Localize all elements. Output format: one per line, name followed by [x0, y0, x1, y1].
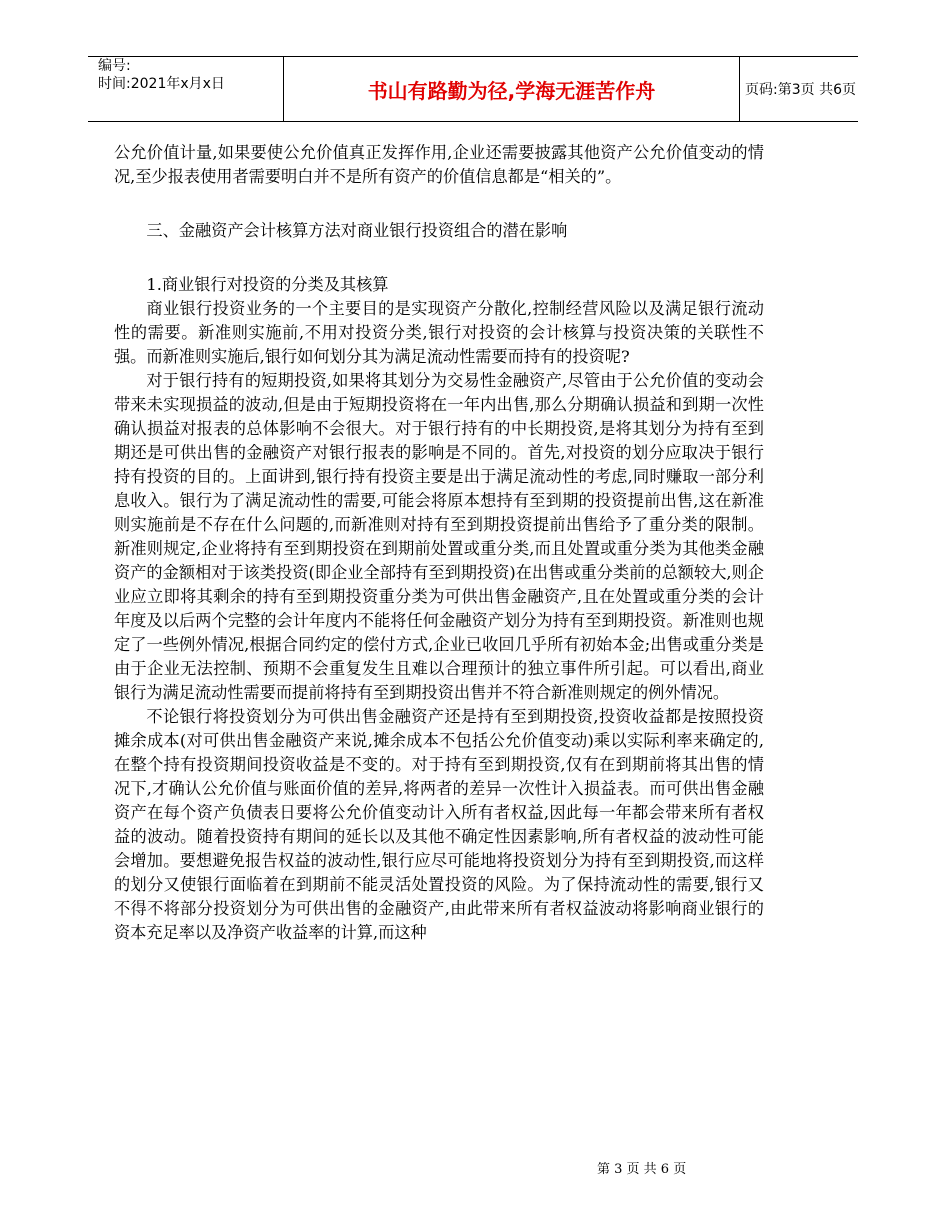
header-info-cell	[88, 57, 283, 121]
doc-time-label: 时间:2021年x月x日	[98, 76, 225, 92]
section-heading: 三、金融资产会计核算方法对商业银行投资组合的潜在影响	[146, 221, 568, 240]
paragraph-continued: 公允价值计量,如果要使公允价值真正发挥作用,企业还需要披露其他资产公允价值变动的情况,至少报表使用者需要明白并不是所有资产的价值信息都是“相关的”。	[114, 143, 764, 186]
page-header	[88, 56, 858, 122]
paragraph: 不论银行将投资划分为可供出售金融资产还是持有至到期投资,投资收益都是按照投资摊余成本(对可供出售金融资产来说,摊余成本不包括公允价值变动)乘以实际利率来确定的,在整个持有投资期间投资收益是不变的。对于持有至到期投资,仅有在到期前将其出售的情况下,才确认公允价值与账面价值的差异,将两者的差异一次性计入损益表。而可供出售金融资产在每个资产负债表日要将公允价值变动计入所有者权益,因此每一年都会带来所有者权益的波动。随着投资持有期间的延长以及其他不确定性因素影响,所有者权益的波动性可能会增加。要想避免报告权益的波动性,银行应尽可能地将投资划分为持有至到期投资,而这样的划分又使银行面临着在到期前不能灵活处置投资的风险。为了保持流动性的需要,银行又不得不将部分投资划分为可供出售的金融资产,由此带来所有者权益波动将影响商业银行的资本充足率以及净资产收益率的计算,而这种	[114, 707, 764, 942]
header-page-label: 页码:第3页 共6页	[745, 82, 856, 98]
paragraph: 对于银行持有的短期投资,如果将其划分为交易性金融资产,尽管由于公允价值的变动会带来未实现损益的波动,但是由于短期投资将在一年内出售,那么分期确认损益和到期一次性确认损益对报表的总体影响不会很大。对于银行持有的中长期投资,是将其划分为持有至到期还是可供出售的金融资产对银行报表的影响是不同的。首先,对投资的划分应取决于银行持有投资的目的。上面讲到,银行持有投资主要是出于满足流动性的考虑,同时赚取一部分利息收入。银行为了满足流动性的需要,可能会将原本想持有至到期的投资提前出售,这在新准则实施前是不存在什么问题的,而新准则对持有至到期投资提前出售给予了重分类的限制。新准则规定,企业将持有至到期投资在到期前处置或重分类,而且处置或重分类为其他类金融资产的金额相对于该类投资(即企业全部持有至到期投资)在出售或重分类前的总额较大,则企业应立即将其剩余的持有至到期投资重分类为可供出售金融资产,且在处置或重分类的会计年度及以后两个完整的会计年度内不能将任何金融资产划分为持有至到期投资。新准则也规定了一些例外情况,根据合同约定的偿付方式,企业已收回几乎所有初始本金;出售或重分类是由于企业无法控制、预期不会重复发生且难以合理预计的独立事件所引起。可以看出,商业银行为满足流动性需要而提前将持有至到期投资出售并不符合新准则规定的例外情况。	[114, 371, 764, 702]
paragraph: 商业银行投资业务的一个主要目的是实现资产分散化,控制经营风险以及满足银行流动性的需要。新准则实施前,不用对投资分类,银行对投资的会计核算与投资决策的关联性不强。而新准则实施后,银行如何划分其为满足流动性需要而持有的投资呢?	[114, 299, 764, 366]
document-body	[114, 141, 764, 945]
header-motto: 书山有路勤为径,学海无涯苦作舟	[283, 57, 740, 121]
doc-number-label: 编号:	[98, 58, 131, 74]
subsection-heading: 1.商业银行对投资的分类及其核算	[146, 275, 389, 294]
page-footer: 第 3 页 共 6 页	[597, 1162, 687, 1177]
